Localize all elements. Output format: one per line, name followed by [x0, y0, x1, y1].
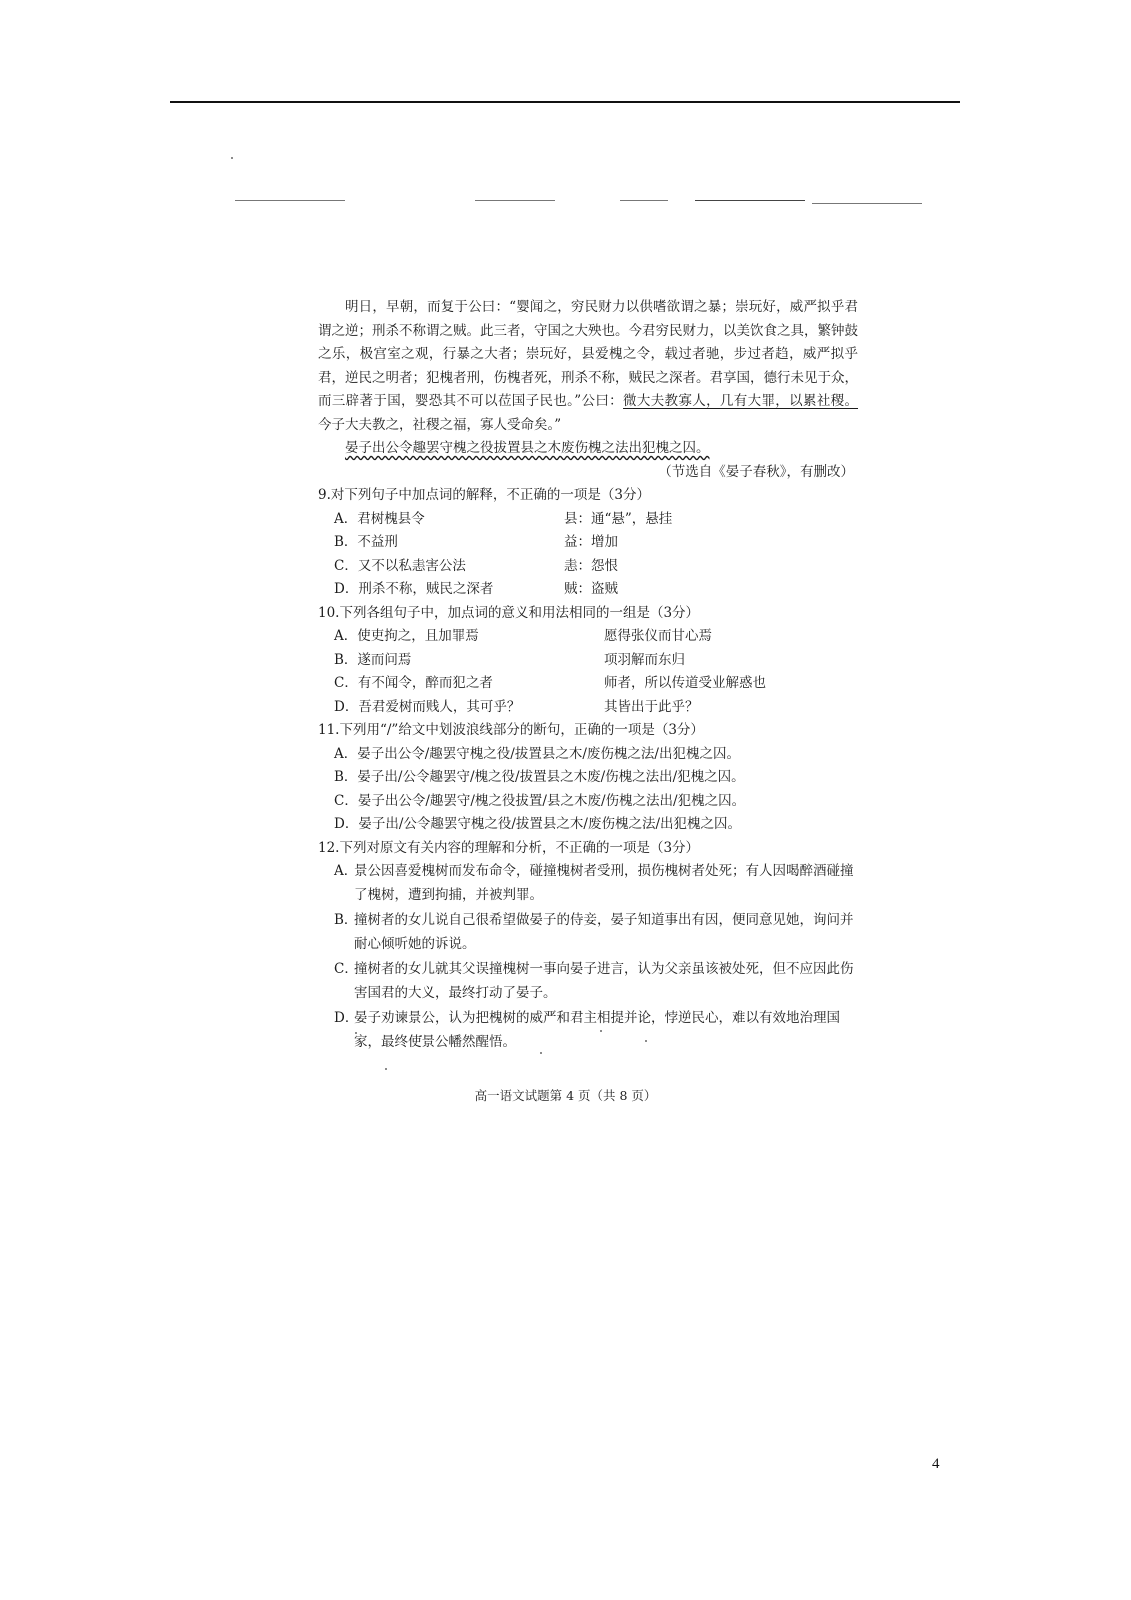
q12-option-a-text: 景公因喜爱槐树而发布命令，碰撞槐树者受刑，损伤槐树者处死；有人因喝醉酒碰撞了槐树，遭到拘捕，并被判罪。: [354, 863, 854, 903]
q9-option-b: [318, 531, 858, 555]
q10-option-a-left: A．使吏拘之，且加罪焉: [334, 628, 479, 644]
question-10-stem: 10.下列各组句子中，加点词的意义和用法相同的一组是（3分）: [318, 604, 700, 621]
scan-artifact: [385, 1068, 387, 1070]
q10-option-d-left: D．吾君爱树而贱人，其可乎？: [334, 698, 521, 715]
question-9-stem: 9.对下列句子中加点词的解释，不正确的一项是（3分）: [318, 487, 650, 503]
page-number: 4: [932, 1456, 940, 1472]
q11-option-b: B．晏子出/公令趣罢守/槐之役/拔置县之木废/伤槐之法出/犯槐之囚。: [334, 769, 745, 785]
q12-option-c-text: 撞树者的女儿就其父误撞槐树一事向晏子进言，认为父亲虽该被处死，但不应因此伤害国君的大义，最终打动了晏子。: [354, 961, 854, 1001]
q9-option-d-explanation: 贼：盗贼: [564, 581, 618, 597]
q10-option-c-left: C．有不闻令，醉而犯之者: [334, 675, 493, 691]
question-12-stem: 12.下列对原文有关内容的理解和分析，不正确的一项是（3分）: [318, 839, 700, 856]
q11-option-c: C．晏子出公令/趣罢守/槐之役拔置/县之木废/伤槐之法出/犯槐之囚。: [334, 792, 746, 809]
q12-option-c-label: C．: [334, 961, 358, 977]
passage-tail: 今子大夫教之，社稷之福，寡人受命矣。”: [318, 416, 562, 433]
q10-option-a: [318, 625, 858, 649]
q9-option-c-sentence: C．又不以私恚害公法: [334, 557, 466, 574]
q10-option-a-right: 愿得张仪而甘心焉: [604, 628, 712, 644]
q10-option-c: [318, 672, 858, 696]
q9-option-d-sentence: D．刑杀不称，贼民之深者: [334, 581, 494, 597]
page-footer: 高一语文试题第 4 页（共 8 页）: [474, 1088, 657, 1103]
scan-artifact: [695, 200, 805, 201]
q12-option-c: [318, 958, 858, 1005]
q12-option-b: [318, 909, 858, 956]
wavy-line-paragraph: [318, 437, 858, 461]
question-11-stem: 11.下列用“/”给文中划波浪线部分的断句，正确的一项是（3分）: [318, 722, 704, 738]
q9-option-b-explanation: 益：增加: [564, 534, 618, 550]
exam-content: [318, 296, 858, 1056]
q10-option-d-right: 其皆出于此乎？: [604, 698, 699, 715]
q11-option-a: A．晏子出公令/趣罢守槐之役/拔置县之木/废伤槐之法/出犯槐之囚。: [334, 745, 740, 762]
passage-paragraph: [318, 296, 858, 437]
q9-option-b-sentence: B．不益刑: [334, 534, 398, 550]
scan-artifact: [620, 200, 668, 201]
passage-text: 明日，早朝，而复于公曰：“婴闻之，穷民财力以供嗜欲谓之暴；崇玩好，威严拟乎君谓之逆；刑杀不称谓之贼。此三者，守国之大殃也。今君穷民财力，以美饮食之具，繁钟鼓之乐，极宫室之观，行暴之大者；崇玩好，县爱槐之令，载过者驰，步过者趋，威严拟乎君，逆民之明者；犯槐者刑，伤槐者死，刑杀不称，贼民之深者。君享国，德行未见于众，而三辟著于国，婴恐其不可以莅国子民也。”公曰：: [318, 299, 858, 409]
q12-option-a-label: A．: [334, 863, 358, 879]
scan-artifact: [231, 157, 233, 159]
q12-option-d-label: D．: [334, 1010, 359, 1026]
q9-option-a: [318, 508, 858, 532]
top-rule: [170, 101, 960, 103]
q9-option-d: [318, 578, 858, 602]
q10-option-d: [318, 696, 858, 720]
scan-artifact: [475, 200, 555, 201]
q10-option-c-right: 师者，所以传道受业解惑也: [604, 675, 766, 691]
q10-option-b-right: 项羽解而东归: [604, 651, 685, 668]
q11-option-d: D．晏子出/公令趣罢守槐之役/拔置县之木/废伤槐之法/出犯槐之囚。: [334, 816, 742, 832]
q10-option-b-left: B．遂而问焉: [334, 651, 412, 668]
q12-option-d: [318, 1007, 858, 1054]
q9-option-a-explanation: 县：通“悬”，悬挂: [564, 510, 673, 527]
q12-option-a: [318, 860, 858, 907]
q12-option-d-text: 晏子劝谏景公，认为把槐树的威严和君主相提并论，悖逆民心，难以有效地治理国家，最终使景公幡然醒悟。: [354, 1010, 840, 1050]
q12-option-b-text: 撞树者的女儿说自己很希望做晏子的侍妾，晏子知道事出有因，便同意见她，询问并耐心倾听她的诉说。: [354, 912, 854, 952]
q9-option-a-sentence: A．君树槐县令: [334, 510, 425, 527]
q12-option-b-label: B．: [334, 912, 358, 928]
q9-option-c-explanation: 恚：怨恨: [564, 557, 618, 574]
wavy-underlined-sentence: 晏子出公令趣罢守槐之役拔置县之木废伤槐之法出犯槐之囚。: [345, 440, 710, 456]
q10-option-b: [318, 649, 858, 673]
underlined-sentence: 微大夫教寡人，几有大罪，以累社稷。: [623, 393, 859, 409]
scan-artifact: [812, 203, 922, 204]
scan-artifact: [235, 200, 345, 201]
passage-source: （节选自《晏子春秋》，有删改）: [658, 463, 854, 480]
q9-option-c: [318, 555, 858, 579]
